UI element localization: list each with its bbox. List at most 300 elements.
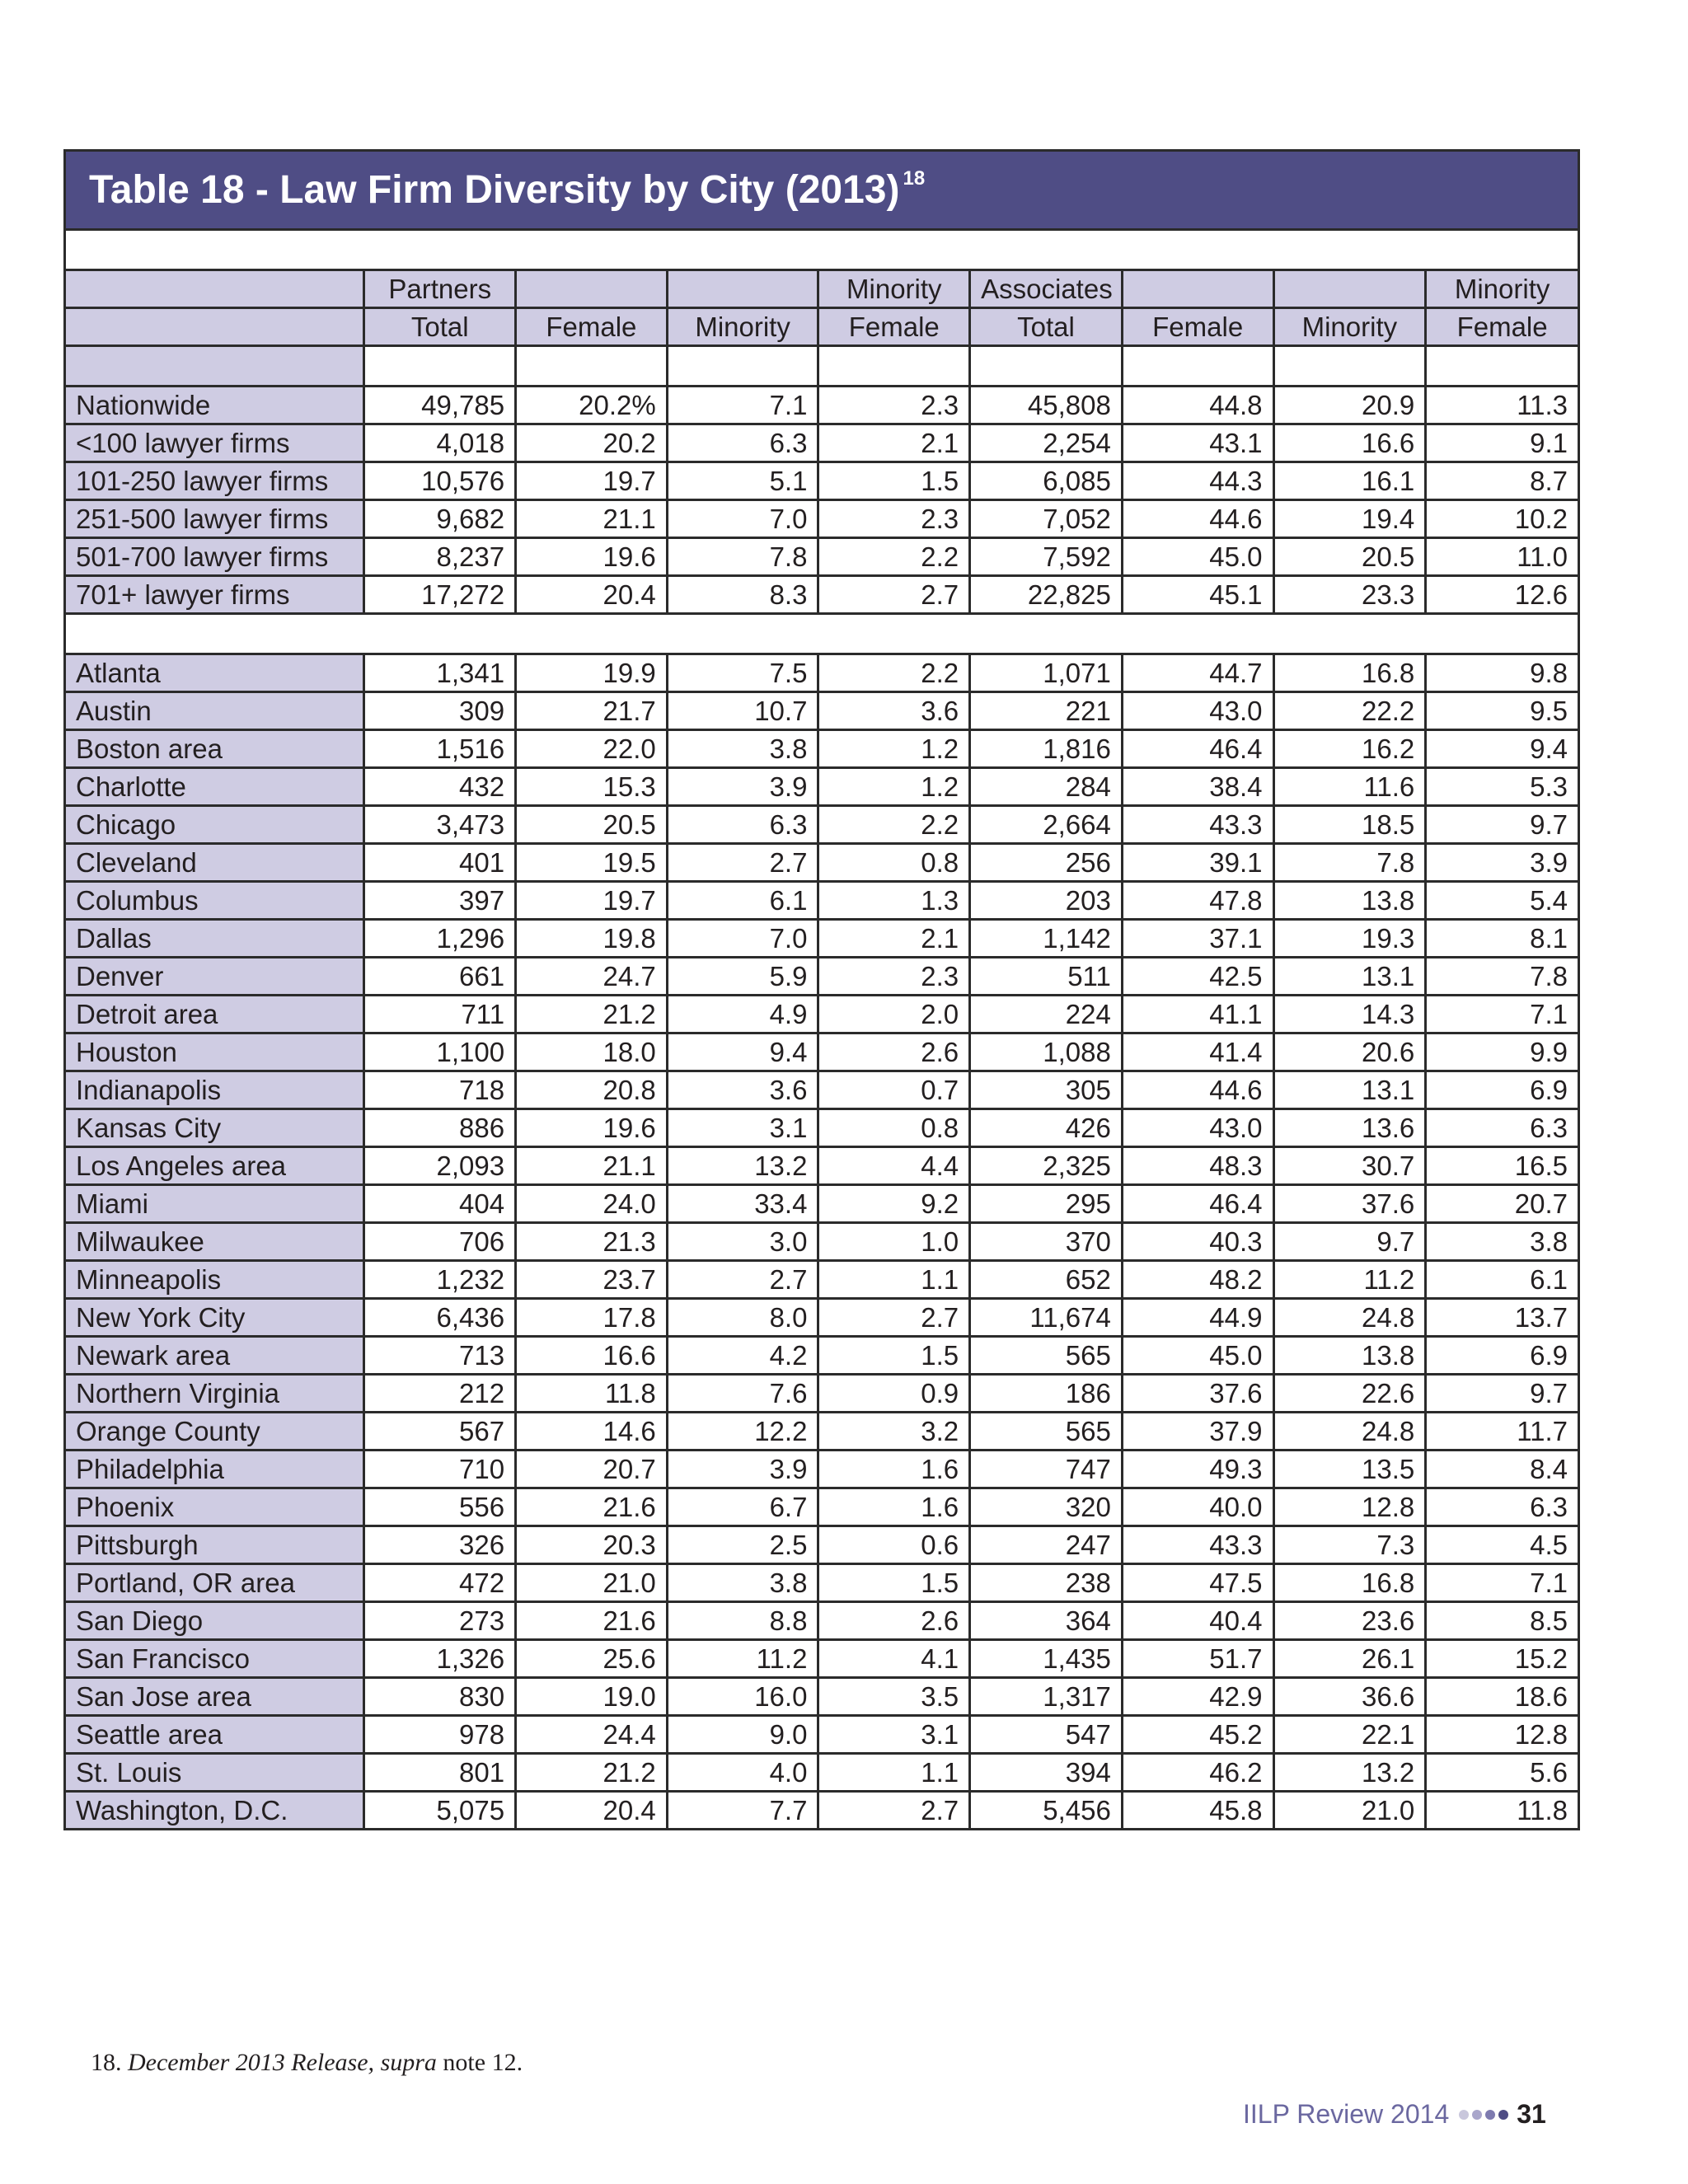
diversity-table — [63, 149, 1580, 1830]
table-cell: 1,071 — [970, 654, 1123, 692]
table-cell: 47.5 — [1122, 1564, 1273, 1602]
table-cell: 26.1 — [1273, 1640, 1426, 1678]
table-cell: 978 — [364, 1716, 516, 1754]
table-cell: 1,341 — [364, 654, 516, 692]
table-cell: 2.1 — [818, 424, 970, 462]
table-cell: 401 — [364, 844, 516, 882]
table-cell: 2.3 — [818, 958, 970, 996]
table-cell: 7.8 — [667, 538, 818, 576]
table-cell: 2.7 — [818, 1792, 970, 1830]
table-cell: 6,436 — [364, 1299, 516, 1337]
row-label: Los Angeles area — [65, 1147, 364, 1185]
table-cell: 3,473 — [364, 806, 516, 844]
table-cell: 1,516 — [364, 730, 516, 768]
city-row — [65, 1792, 1579, 1830]
table-cell: 2.5 — [667, 1526, 818, 1564]
row-label: Pittsburgh — [65, 1526, 364, 1564]
row-label: 501-700 lawyer firms — [65, 538, 364, 576]
column-header — [1122, 270, 1273, 308]
table-cell: 4.1 — [818, 1640, 970, 1678]
table-cell: 3.8 — [667, 1564, 818, 1602]
table-cell: 397 — [364, 882, 516, 920]
table-cell: 10.7 — [667, 692, 818, 730]
page-footer — [1243, 2099, 1546, 2130]
table-cell: 44.3 — [1122, 462, 1273, 500]
table-cell: 0.7 — [818, 1071, 970, 1109]
decorative-dot — [1498, 2110, 1508, 2120]
row-label: Philadelphia — [65, 1451, 364, 1488]
row-label: Charlotte — [65, 768, 364, 806]
table-cell: 3.9 — [667, 1451, 818, 1488]
table-cell: 9.9 — [1426, 1033, 1579, 1071]
column-header: Female — [818, 308, 970, 346]
city-row — [65, 1147, 1579, 1185]
table-cell: 12.8 — [1426, 1716, 1579, 1754]
table-cell: 1.5 — [818, 1337, 970, 1375]
table-cell: 6.1 — [667, 882, 818, 920]
table-cell: 2.1 — [818, 920, 970, 958]
table-cell: 14.6 — [516, 1413, 668, 1451]
table-cell: 18.6 — [1426, 1678, 1579, 1716]
table-cell: 5.4 — [1426, 882, 1579, 920]
table-cell: 8.0 — [667, 1299, 818, 1337]
table-cell: 24.8 — [1273, 1299, 1426, 1337]
table-cell: 44.7 — [1122, 654, 1273, 692]
table-cell: 33.4 — [667, 1185, 818, 1223]
table-cell: 24.4 — [516, 1716, 668, 1754]
table-cell: 5.3 — [1426, 768, 1579, 806]
table-cell: 17,272 — [364, 576, 516, 614]
table-cell: 0.8 — [818, 1109, 970, 1147]
table-cell: 511 — [970, 958, 1123, 996]
publication-name: IILP Review 2014 — [1243, 2099, 1450, 2129]
table-cell: 801 — [364, 1754, 516, 1792]
table-cell: 238 — [970, 1564, 1123, 1602]
table-cell: 247 — [970, 1526, 1123, 1564]
table-cell: 7.1 — [1426, 996, 1579, 1033]
table-cell: 23.3 — [1273, 576, 1426, 614]
table-cell: 3.9 — [1426, 844, 1579, 882]
column-header: Female — [516, 308, 668, 346]
city-row — [65, 1678, 1579, 1716]
table-cell: 19.6 — [516, 1109, 668, 1147]
table-cell: 1.3 — [818, 882, 970, 920]
table-cell: 2.7 — [818, 576, 970, 614]
row-label: St. Louis — [65, 1754, 364, 1792]
table-cell: 45.0 — [1122, 1337, 1273, 1375]
table-cell: 39.1 — [1122, 844, 1273, 882]
table-cell: 5.6 — [1426, 1754, 1579, 1792]
table-cell: 9.7 — [1426, 1375, 1579, 1413]
table-cell: 51.7 — [1122, 1640, 1273, 1678]
table-cell: 19.0 — [516, 1678, 668, 1716]
table-cell: 24.0 — [516, 1185, 668, 1223]
table-cell: 7.8 — [1426, 958, 1579, 996]
table-cell: 0.8 — [818, 844, 970, 882]
table-cell: 12.2 — [667, 1413, 818, 1451]
table-cell: 12.8 — [1273, 1488, 1426, 1526]
section-divider — [65, 614, 1579, 654]
table-cell: 830 — [364, 1678, 516, 1716]
table-cell: 6.3 — [1426, 1109, 1579, 1147]
table-cell: 4.2 — [667, 1337, 818, 1375]
table-cell: 3.6 — [667, 1071, 818, 1109]
summary-row — [65, 424, 1579, 462]
footnote-rest: note 12. — [443, 2049, 523, 2076]
table-cell: 394 — [970, 1754, 1123, 1792]
table-cell: 48.3 — [1122, 1147, 1273, 1185]
table-cell: 326 — [364, 1526, 516, 1564]
city-row — [65, 1223, 1579, 1261]
city-row — [65, 1451, 1579, 1488]
table-cell: 14.3 — [1273, 996, 1426, 1033]
decorative-dot — [1472, 2110, 1482, 2120]
row-label: Chicago — [65, 806, 364, 844]
table-cell: 44.8 — [1122, 387, 1273, 424]
table-cell: 7.0 — [667, 920, 818, 958]
table-cell: 11.7 — [1426, 1413, 1579, 1451]
table-cell: 20.2% — [516, 387, 668, 424]
table-cell: 8.4 — [1426, 1451, 1579, 1488]
table-cell: 4.4 — [818, 1147, 970, 1185]
table-cell: 6.3 — [667, 424, 818, 462]
row-label: Dallas — [65, 920, 364, 958]
table-cell: 556 — [364, 1488, 516, 1526]
table-cell: 43.0 — [1122, 1109, 1273, 1147]
table-cell: 40.4 — [1122, 1602, 1273, 1640]
table-cell: 8.3 — [667, 576, 818, 614]
table-cell: 42.9 — [1122, 1678, 1273, 1716]
empty-cell — [364, 346, 516, 387]
table-cell: 1,088 — [970, 1033, 1123, 1071]
table-cell: 0.6 — [818, 1526, 970, 1564]
city-row — [65, 1602, 1579, 1640]
table-cell: 8.8 — [667, 1602, 818, 1640]
table-cell: 1.0 — [818, 1223, 970, 1261]
table-cell: 11.8 — [1426, 1792, 1579, 1830]
table-cell: 13.2 — [1273, 1754, 1426, 1792]
footnote-number: 18. — [91, 2049, 122, 2076]
table-cell: 17.8 — [516, 1299, 668, 1337]
table-cell: 30.7 — [1273, 1147, 1426, 1185]
row-label: San Jose area — [65, 1678, 364, 1716]
city-row — [65, 844, 1579, 882]
table-cell: 1,100 — [364, 1033, 516, 1071]
table-cell: 44.9 — [1122, 1299, 1273, 1337]
city-row — [65, 1754, 1579, 1792]
table-cell: 7.1 — [1426, 1564, 1579, 1602]
table-cell: 20.7 — [1426, 1185, 1579, 1223]
table-cell: 37.6 — [1122, 1375, 1273, 1413]
table-cell: 706 — [364, 1223, 516, 1261]
city-row — [65, 1413, 1579, 1451]
title-footnote-ref: 18 — [903, 166, 926, 190]
table-cell: 2,093 — [364, 1147, 516, 1185]
table-cell: 22.0 — [516, 730, 668, 768]
table-cell: 45.2 — [1122, 1716, 1273, 1754]
table-cell: 404 — [364, 1185, 516, 1223]
table-cell: 11.8 — [516, 1375, 668, 1413]
table-cell: 21.7 — [516, 692, 668, 730]
table-cell: 18.0 — [516, 1033, 668, 1071]
row-label: New York City — [65, 1299, 364, 1337]
table-cell: 46.4 — [1122, 730, 1273, 768]
table-cell: 1,435 — [970, 1640, 1123, 1678]
city-row — [65, 1716, 1579, 1754]
table-cell: 565 — [970, 1413, 1123, 1451]
row-label: Miami — [65, 1185, 364, 1223]
table-cell: 284 — [970, 768, 1123, 806]
row-label: Portland, OR area — [65, 1564, 364, 1602]
table-cell: 273 — [364, 1602, 516, 1640]
city-row — [65, 1261, 1579, 1299]
table-cell: 10,576 — [364, 462, 516, 500]
table-cell: 25.6 — [516, 1640, 668, 1678]
table-cell: 43.0 — [1122, 692, 1273, 730]
table-cell: 3.6 — [818, 692, 970, 730]
city-row — [65, 730, 1579, 768]
table-cell: 4,018 — [364, 424, 516, 462]
table-cell: 5.1 — [667, 462, 818, 500]
table-cell: 4.9 — [667, 996, 818, 1033]
table-cell: 16.2 — [1273, 730, 1426, 768]
table-cell: 7.5 — [667, 654, 818, 692]
table-cell: 20.4 — [516, 576, 668, 614]
city-row — [65, 958, 1579, 996]
table-cell: 21.0 — [1273, 1792, 1426, 1830]
table-cell: 9.4 — [1426, 730, 1579, 768]
row-label: Indianapolis — [65, 1071, 364, 1109]
table-cell: 11,674 — [970, 1299, 1123, 1337]
table-cell: 5.9 — [667, 958, 818, 996]
table-cell: 8,237 — [364, 538, 516, 576]
table-cell: 212 — [364, 1375, 516, 1413]
table-cell: 37.9 — [1122, 1413, 1273, 1451]
table-cell: 45.0 — [1122, 538, 1273, 576]
summary-row — [65, 387, 1579, 424]
table-cell: 37.1 — [1122, 920, 1273, 958]
table-cell: 20.3 — [516, 1526, 668, 1564]
table-cell: 16.8 — [1273, 1564, 1426, 1602]
empty-cell — [1273, 346, 1426, 387]
row-label: 251-500 lawyer firms — [65, 500, 364, 538]
table-cell: 19.4 — [1273, 500, 1426, 538]
footnote — [91, 2049, 523, 2077]
section-divider-row — [65, 614, 1579, 654]
table-cell: 16.0 — [667, 1678, 818, 1716]
row-label: Milwaukee — [65, 1223, 364, 1261]
table-cell: 364 — [970, 1602, 1123, 1640]
empty-cell — [667, 346, 818, 387]
table-cell: 8.5 — [1426, 1602, 1579, 1640]
table-cell: 19.9 — [516, 654, 668, 692]
table-cell: 15.3 — [516, 768, 668, 806]
title-spacer-row — [65, 230, 1579, 270]
table-cell: 43.3 — [1122, 806, 1273, 844]
table-cell: 21.2 — [516, 1754, 668, 1792]
table-cell: 40.3 — [1122, 1223, 1273, 1261]
column-header: Minority — [1426, 270, 1579, 308]
summary-row — [65, 538, 1579, 576]
empty-cell — [516, 346, 668, 387]
column-header — [516, 270, 668, 308]
column-header: Total — [970, 308, 1123, 346]
table-cell: 2.7 — [667, 844, 818, 882]
table-cell: 13.1 — [1273, 1071, 1426, 1109]
table-cell: 23.6 — [1273, 1602, 1426, 1640]
city-row — [65, 1071, 1579, 1109]
table-cell: 45,808 — [970, 387, 1123, 424]
row-label: Northern Virginia — [65, 1375, 364, 1413]
table-cell: 43.3 — [1122, 1526, 1273, 1564]
table-cell: 2.6 — [818, 1033, 970, 1071]
table-cell: 2.6 — [818, 1602, 970, 1640]
table-cell: 565 — [970, 1337, 1123, 1375]
table-cell: 11.6 — [1273, 768, 1426, 806]
table-cell: 11.2 — [1273, 1261, 1426, 1299]
row-label: 101-250 lawyer firms — [65, 462, 364, 500]
table-cell: 711 — [364, 996, 516, 1033]
city-row — [65, 996, 1579, 1033]
table-cell: 7,592 — [970, 538, 1123, 576]
table-cell: 305 — [970, 1071, 1123, 1109]
row-label: <100 lawyer firms — [65, 424, 364, 462]
table-cell: 2.3 — [818, 387, 970, 424]
column-header: Female — [1122, 308, 1273, 346]
column-header — [1273, 270, 1426, 308]
table-cell: 41.1 — [1122, 996, 1273, 1033]
table-cell: 747 — [970, 1451, 1123, 1488]
city-row — [65, 882, 1579, 920]
city-row — [65, 1488, 1579, 1526]
table-cell: 652 — [970, 1261, 1123, 1299]
table-cell: 0.9 — [818, 1375, 970, 1413]
header-row-group — [65, 270, 1579, 308]
table-cell: 6.1 — [1426, 1261, 1579, 1299]
empty-cell — [1122, 346, 1273, 387]
table-cell: 3.5 — [818, 1678, 970, 1716]
table-cell: 20.2 — [516, 424, 668, 462]
row-label: Orange County — [65, 1413, 364, 1451]
table-cell: 44.6 — [1122, 500, 1273, 538]
table-cell: 40.0 — [1122, 1488, 1273, 1526]
table-cell: 13.1 — [1273, 958, 1426, 996]
column-header — [65, 308, 364, 346]
city-row — [65, 1033, 1579, 1071]
table-cell: 21.1 — [516, 500, 668, 538]
table-cell: 23.7 — [516, 1261, 668, 1299]
column-header: Associates — [970, 270, 1123, 308]
table-cell: 15.2 — [1426, 1640, 1579, 1678]
table-cell: 19.6 — [516, 538, 668, 576]
table-cell: 3.8 — [667, 730, 818, 768]
city-row — [65, 1375, 1579, 1413]
table-cell: 567 — [364, 1413, 516, 1451]
table-cell: 21.6 — [516, 1488, 668, 1526]
table-cell: 4.5 — [1426, 1526, 1579, 1564]
table-title: Table 18 - Law Firm Diversity by City (2013) — [89, 168, 900, 212]
table-cell: 24.7 — [516, 958, 668, 996]
city-row — [65, 1640, 1579, 1678]
city-row — [65, 768, 1579, 806]
table-cell: 13.8 — [1273, 1337, 1426, 1375]
table-cell: 1.5 — [818, 1564, 970, 1602]
table-cell: 7.7 — [667, 1792, 818, 1830]
row-label: Cleveland — [65, 844, 364, 882]
table-cell: 221 — [970, 692, 1123, 730]
city-row — [65, 806, 1579, 844]
table-cell: 3.1 — [818, 1716, 970, 1754]
table-cell: 46.2 — [1122, 1754, 1273, 1792]
table-cell: 1.6 — [818, 1451, 970, 1488]
table-cell: 2.7 — [667, 1261, 818, 1299]
table-cell: 19.8 — [516, 920, 668, 958]
table-cell: 1.6 — [818, 1488, 970, 1526]
table-cell: 1,296 — [364, 920, 516, 958]
row-label: Austin — [65, 692, 364, 730]
table-cell: 1.2 — [818, 768, 970, 806]
table-cell: 295 — [970, 1185, 1123, 1223]
table-cell: 9.7 — [1426, 806, 1579, 844]
table-cell: 19.7 — [516, 462, 668, 500]
table-cell: 2.2 — [818, 654, 970, 692]
row-label: Newark area — [65, 1337, 364, 1375]
table-cell: 22.6 — [1273, 1375, 1426, 1413]
table-cell: 19.3 — [1273, 920, 1426, 958]
table-cell: 6.3 — [1426, 1488, 1579, 1526]
row-label: Minneapolis — [65, 1261, 364, 1299]
table-cell: 36.6 — [1273, 1678, 1426, 1716]
data-table — [63, 228, 1580, 1830]
table-cell: 3.2 — [818, 1413, 970, 1451]
table-cell: 7.6 — [667, 1375, 818, 1413]
row-label: Denver — [65, 958, 364, 996]
city-row — [65, 654, 1579, 692]
footnote-supra: supra — [380, 2049, 437, 2076]
table-cell: 20.9 — [1273, 387, 1426, 424]
decorative-dot — [1459, 2110, 1469, 2120]
table-cell: 44.6 — [1122, 1071, 1273, 1109]
table-cell: 11.0 — [1426, 538, 1579, 576]
empty-cell — [970, 346, 1123, 387]
row-label: Phoenix — [65, 1488, 364, 1526]
table-cell: 3.0 — [667, 1223, 818, 1261]
table-cell: 1,232 — [364, 1261, 516, 1299]
header-spacer-row — [65, 346, 1579, 387]
table-title-bar — [63, 149, 1580, 228]
table-cell: 1,142 — [970, 920, 1123, 958]
table-cell: 3.1 — [667, 1109, 818, 1147]
table-cell: 21.1 — [516, 1147, 668, 1185]
summary-row — [65, 500, 1579, 538]
table-cell: 20.4 — [516, 1792, 668, 1830]
table-cell: 41.4 — [1122, 1033, 1273, 1071]
row-label: Kansas City — [65, 1109, 364, 1147]
column-header — [667, 270, 818, 308]
city-row — [65, 692, 1579, 730]
column-header — [65, 270, 364, 308]
table-cell: 6.9 — [1426, 1071, 1579, 1109]
table-cell: 309 — [364, 692, 516, 730]
row-label: Columbus — [65, 882, 364, 920]
header-row-sub — [65, 308, 1579, 346]
table-cell: 224 — [970, 996, 1123, 1033]
column-header: Partners — [364, 270, 516, 308]
table-cell: 1.5 — [818, 462, 970, 500]
decorative-dot — [1485, 2110, 1495, 2120]
city-row — [65, 1526, 1579, 1564]
table-cell: 886 — [364, 1109, 516, 1147]
